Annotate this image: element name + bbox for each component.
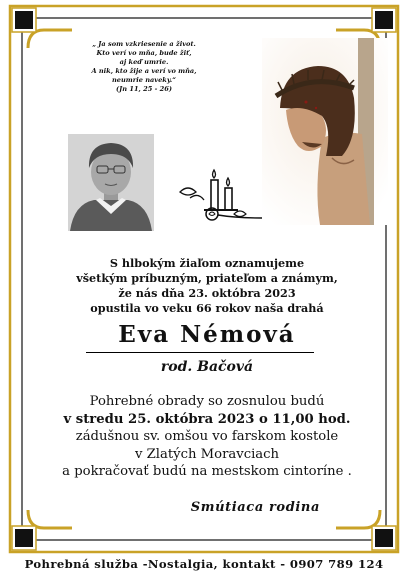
funeral-line: a pokračovať budú na mestskom cintoríne .	[62, 464, 352, 479]
corner-ornament-bottom-left	[12, 526, 36, 550]
announcement-text	[40, 256, 374, 316]
portrait-photo	[68, 134, 154, 231]
announcement-line: opustila vo veku 66 rokov naša drahá	[90, 301, 324, 315]
verse-line: Kto verí vo mňa, bude žiť,	[96, 49, 192, 57]
funeral-date: v stredu 25. októbra 2023 o 11,00 hod.	[63, 411, 351, 427]
verse-line: neumrie naveky.“	[111, 76, 177, 84]
funeral-line: Pohrebné obrady so zosnulou budú	[89, 394, 325, 409]
announcement-line: všetkým príbuzným, priateľom a známym,	[76, 271, 338, 285]
corner-ornament-top-left	[12, 8, 36, 32]
deceased-name: Eva Némová	[118, 321, 296, 348]
verse-line: „ Ja som vzkriesenie a život.	[92, 40, 196, 48]
family-signature: Smútiaca rodina	[190, 500, 320, 515]
bible-verse	[84, 40, 204, 94]
verse-reference: (Jn 11, 25 - 26)	[116, 85, 172, 93]
funeral-service-contact: Pohrebná služba -Nostalgia, kontakt - 0907 789 124	[24, 557, 384, 571]
funeral-details	[40, 393, 374, 481]
announcement-line: že nás dňa 23. októbra 2023	[118, 286, 296, 300]
funeral-line: zádušnou sv. omšou vo farskom kostole	[75, 429, 339, 444]
funeral-line: v Zlatých Moravciach	[134, 446, 280, 462]
corner-ornament-bottom-right	[372, 526, 396, 550]
verse-line: A nik, kto žije a verí vo mňa,	[91, 67, 197, 75]
verse-line: aj keď umrie.	[119, 58, 169, 66]
maiden-name: rod. Bačová	[160, 359, 254, 375]
jesus-crown-of-thorns-image	[262, 38, 388, 225]
candle-rose-icon	[176, 162, 266, 226]
corner-ornament-top-right	[372, 8, 396, 32]
announcement-line: S hlbokým žiaľom oznamujeme	[109, 256, 305, 270]
name-underline	[86, 352, 314, 353]
